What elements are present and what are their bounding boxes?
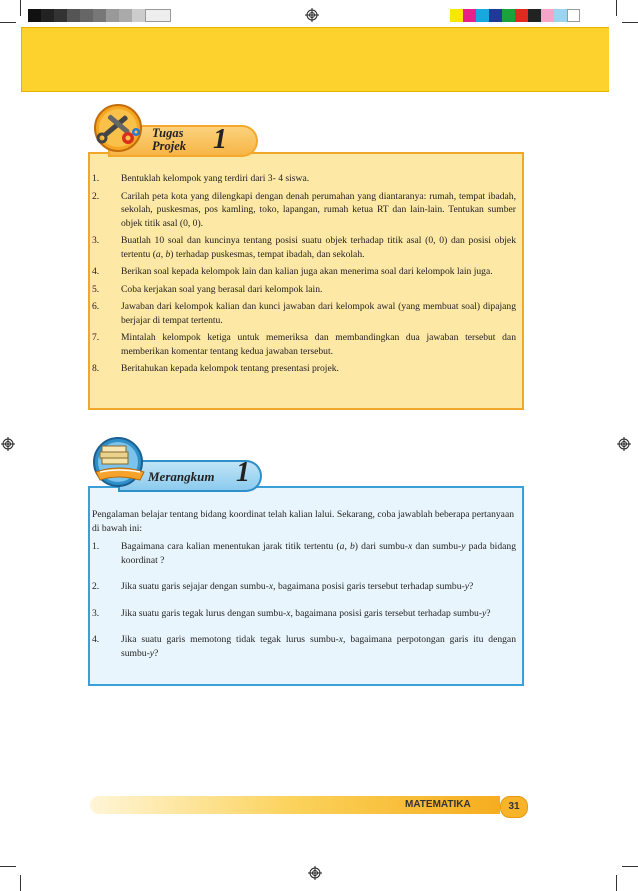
item-number: 2. [92, 190, 100, 202]
item-text: Carilah peta kota yang dilengkapi dengan denah perumahan yang diantaranya: rumah, tempat ibadah, sekolah, puskesmas, pos kamling, toko, lapangan, rumah ketua RT dan lain-lain. Tentukan sumber objek titik asal (0, 0). [121, 190, 516, 229]
crop-mark [616, 875, 617, 891]
item-number: 4. [92, 266, 100, 277]
list-item [92, 190, 516, 231]
grayscale-registration-bar [28, 9, 171, 22]
item-text: Berikan soal kepada kelompok lain dan kalian juga akan menerima soal dari kelompok lain juga. [121, 266, 493, 277]
item-text: Jika suatu garis sejajar dengan sumbu-x, bagaimana posisi garis tersebut terhadap sumbu-y? [121, 581, 474, 592]
item-number: 1. [92, 173, 100, 184]
list-item [92, 283, 516, 297]
tugas-projek-title [152, 127, 186, 153]
item-number: 7. [92, 332, 100, 343]
item-number: 6. [92, 301, 100, 312]
merangkum-list [92, 540, 516, 664]
crop-mark [0, 22, 16, 23]
crop-mark [622, 866, 638, 867]
list-item [92, 265, 516, 279]
item-number: 8. [92, 363, 100, 374]
item-number: 3. [92, 607, 100, 619]
tugas-title-line2: Projek [152, 139, 187, 153]
item-number: 5. [92, 283, 100, 295]
item-text: Jawaban dari kelompok kalian dan kunci jawaban dari kelompok awal (yang membuat soal) dipajang berjajar di tempat tertentu. [121, 301, 516, 326]
tugas-projek-number: 1 [213, 124, 227, 155]
item-number: 2. [92, 581, 100, 592]
item-text: Mintalah kelompok ketiga untuk memeriksa dan membandingkan dua jawaban tersebut dan memberikan komentar tentang kedua jawaban tersebut. [121, 332, 516, 357]
item-text: Bentuklah kelompok yang terdiri dari 3- 4 siswa. [121, 173, 310, 184]
tugas-projek-list [92, 172, 516, 380]
item-number: 1. [92, 541, 100, 552]
item-text: Coba kerjakan soal yang berasal dari kelompok lain. [121, 283, 323, 295]
merangkum-title: Merangkum [148, 469, 215, 484]
list-item [92, 331, 516, 358]
crop-mark [622, 22, 638, 23]
registration-mark-icon [308, 866, 322, 880]
item-text: Buatlah 10 soal dan kuncinya tentang posisi suatu objek terhadap titik asal (0, 0) dan posisi objek tertentu (a, b) terhadap puskesmas, tempat ibadah, dan sekolah. [121, 235, 516, 260]
books-icon [88, 432, 152, 488]
item-text: Jika suatu garis memotong tidak tegak lurus sumbu-x, bagaimana perpotongan garis itu dengan sumbu-y? [121, 634, 516, 659]
item-number: 4. [92, 634, 100, 645]
crop-mark [20, 0, 21, 16]
item-text: Bagaimana cara kalian menentukan jarak titik tertentu (a, b) dari sumbu-x dan sumbu-y pada bidang koordinat ? [121, 541, 516, 566]
list-item [92, 362, 516, 376]
list-item [92, 172, 516, 186]
list-item [92, 580, 516, 594]
crop-mark [616, 0, 617, 16]
item-text: Beritahukan kepada kelompok tentang presentasi projek. [121, 363, 339, 374]
page-number: 31 [500, 796, 528, 818]
registration-mark-icon [617, 437, 631, 451]
list-item [92, 234, 516, 261]
merangkum-number: 1 [236, 457, 250, 488]
registration-mark-icon [1, 437, 15, 451]
item-text: Jika suatu garis tegak lurus dengan sumbu-x, bagaimana posisi garis tersebut terhadap sumbu-y? [121, 607, 491, 619]
list-item [92, 607, 516, 621]
merangkum-intro: Pengalaman belajar tentang bidang koordinat telah kalian lalui. Sekarang, coba jawablah beberapa pertanyaan di bawah ini: [92, 509, 514, 534]
crop-mark [20, 875, 21, 891]
footer-subject-label: MATEMATIKA [405, 799, 471, 810]
top-banner [21, 27, 609, 92]
list-item [92, 300, 516, 327]
tools-icon [88, 100, 148, 152]
crop-mark [0, 866, 16, 867]
tugas-title-line1: Tugas [152, 126, 184, 140]
item-number: 3. [92, 235, 100, 246]
color-registration-bar [450, 9, 580, 22]
list-item [92, 633, 516, 660]
list-item [92, 540, 516, 567]
registration-mark-icon [305, 8, 319, 22]
